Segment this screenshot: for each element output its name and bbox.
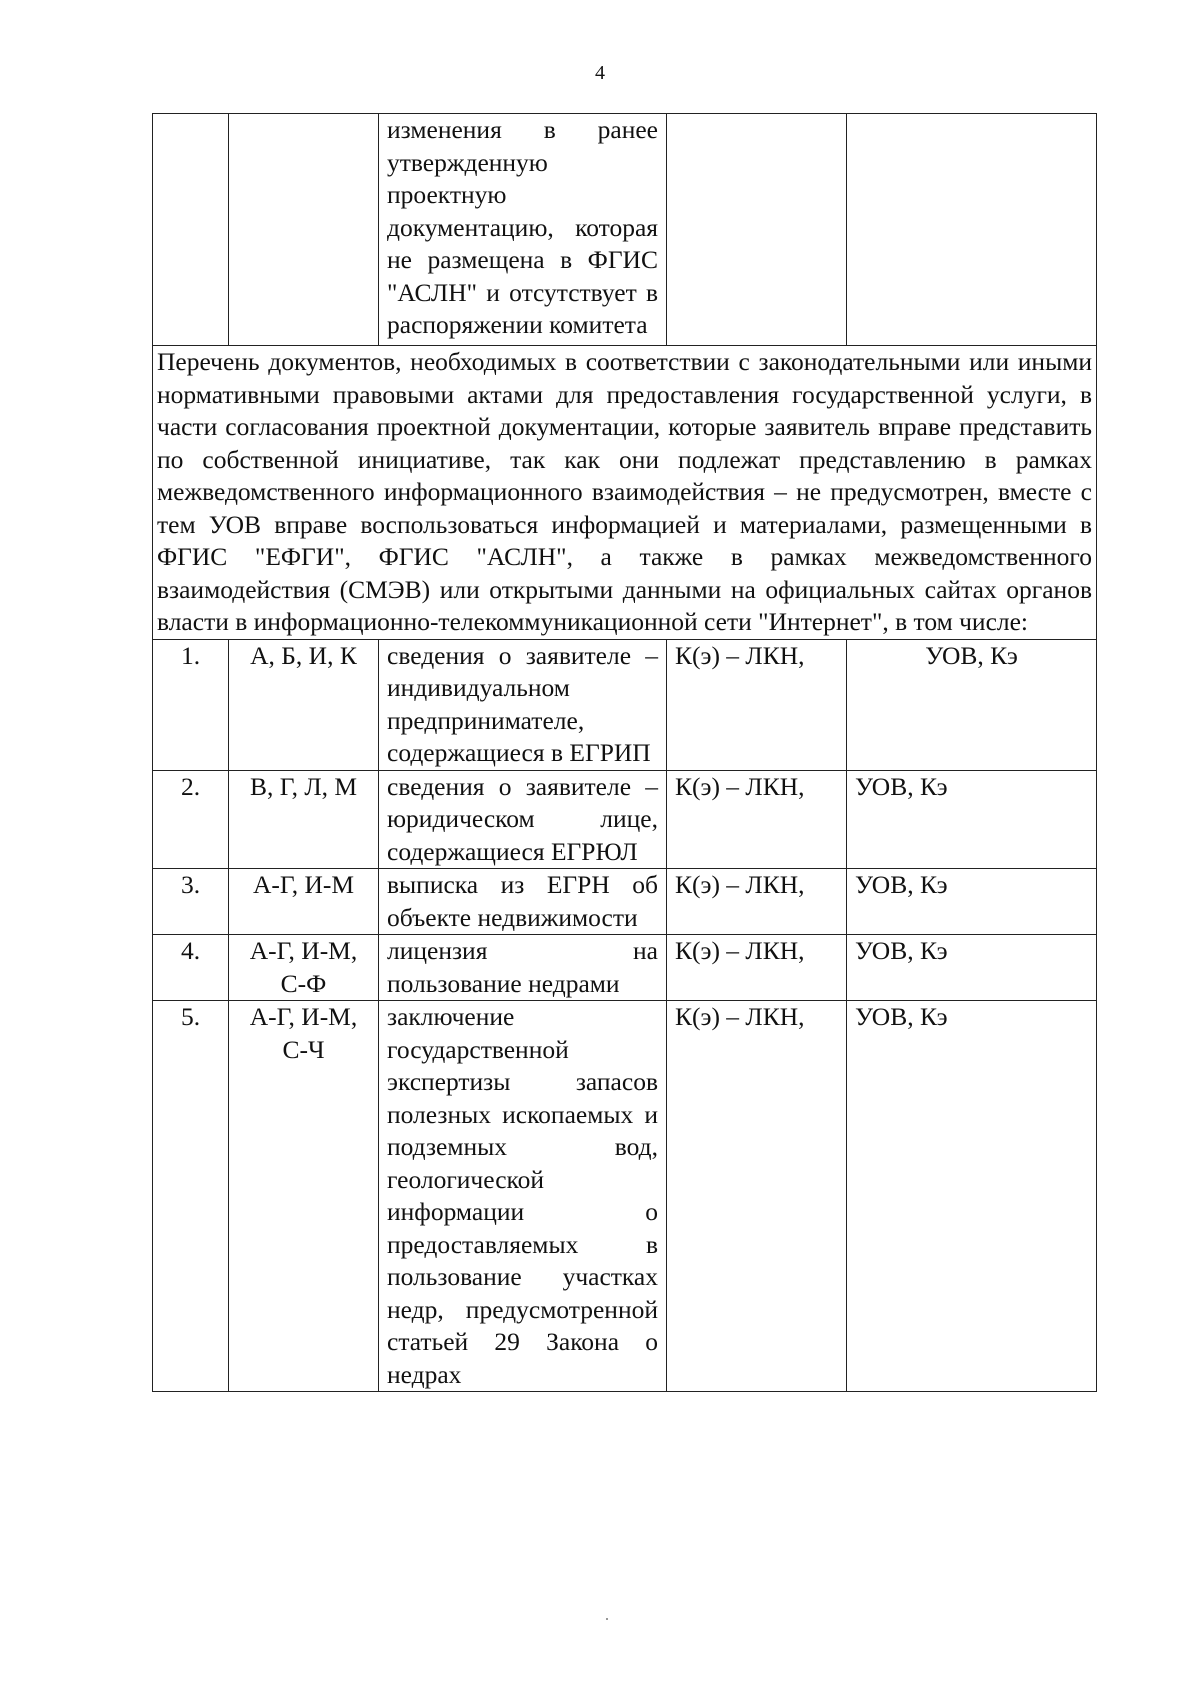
row-number: 5. (153, 1001, 229, 1392)
row-source: К(э) – ЛКН, (667, 869, 847, 935)
row-codes: А-Г, И-М, С-Ф (229, 935, 379, 1001)
row-codes: В, Г, Л, М (229, 770, 379, 869)
row-document: выписка из ЕГРН об объекте недвижимости (379, 869, 667, 935)
row-recipient: УОВ, Кэ (847, 869, 1097, 935)
documents-table (152, 113, 1097, 1392)
row-recipient: УОВ, Кэ (847, 935, 1097, 1001)
row-recipient: УОВ, Кэ (847, 1001, 1097, 1392)
continued-doc-cell: изменения в ранее утвержденную проектную документацию, которая не размещена в ФГИС "АСЛН" и отсутствует в распоряжении комитета (379, 114, 667, 346)
row-source: К(э) – ЛКН, (667, 1001, 847, 1392)
row-source: К(э) – ЛКН, (667, 770, 847, 869)
row-number: 1. (153, 639, 229, 770)
scan-speck (606, 1618, 608, 1620)
row-codes: А-Г, И-М (229, 869, 379, 935)
intro-row (153, 346, 1097, 640)
row-document: лицензия на пользование недрами (379, 935, 667, 1001)
row-document: сведения о заявителе – индивидуальном предпринимателе, содержащиеся в ЕГРИП (379, 639, 667, 770)
table-row (153, 935, 1097, 1001)
continued-recipient-cell (847, 114, 1097, 346)
continued-num-cell (153, 114, 229, 346)
intro-paragraph: Перечень документов, необходимых в соответствии с законодательными или иными нормативными правовыми актами для предоставления государственной услуги, в части согласования проектной документации, которые заявитель вправе представить по собственной инициативе, так как они подлежат представлению в рамках межведомственного информационного взаимодействия – не предусмотрен, вместе с тем УОВ вправе воспользоваться информацией и материалами, размещенными в ФГИС "ЕФГИ", ФГИС "АСЛН", а также в рамках межведомственного взаимодействия (СМЭВ) или открытыми данными на официальных сайтах органов власти в информационно-телекоммуникационной сети "Интернет", в том числе: (153, 346, 1097, 640)
continued-row (153, 114, 1097, 346)
row-codes: А-Г, И-М, С-Ч (229, 1001, 379, 1392)
row-document: сведения о заявителе – юридическом лице, содержащиеся ЕГРЮЛ (379, 770, 667, 869)
table-row (153, 1001, 1097, 1392)
page-number: 4 (595, 62, 605, 84)
row-source: К(э) – ЛКН, (667, 935, 847, 1001)
continued-codes-cell (229, 114, 379, 346)
row-number: 4. (153, 935, 229, 1001)
table-row (153, 770, 1097, 869)
row-recipient: УОВ, Кэ (847, 639, 1097, 770)
row-recipient: УОВ, Кэ (847, 770, 1097, 869)
continued-source-cell (667, 114, 847, 346)
row-number: 3. (153, 869, 229, 935)
row-codes: А, Б, И, К (229, 639, 379, 770)
table-row (153, 869, 1097, 935)
row-number: 2. (153, 770, 229, 869)
row-source: К(э) – ЛКН, (667, 639, 847, 770)
table-row (153, 639, 1097, 770)
row-document: заключение государственной экспертизы запасов полезных ископаемых и подземных вод, геологической информации о предоставляемых в пользование участках недр, предусмотренной статьей 29 Закона о недрах (379, 1001, 667, 1392)
